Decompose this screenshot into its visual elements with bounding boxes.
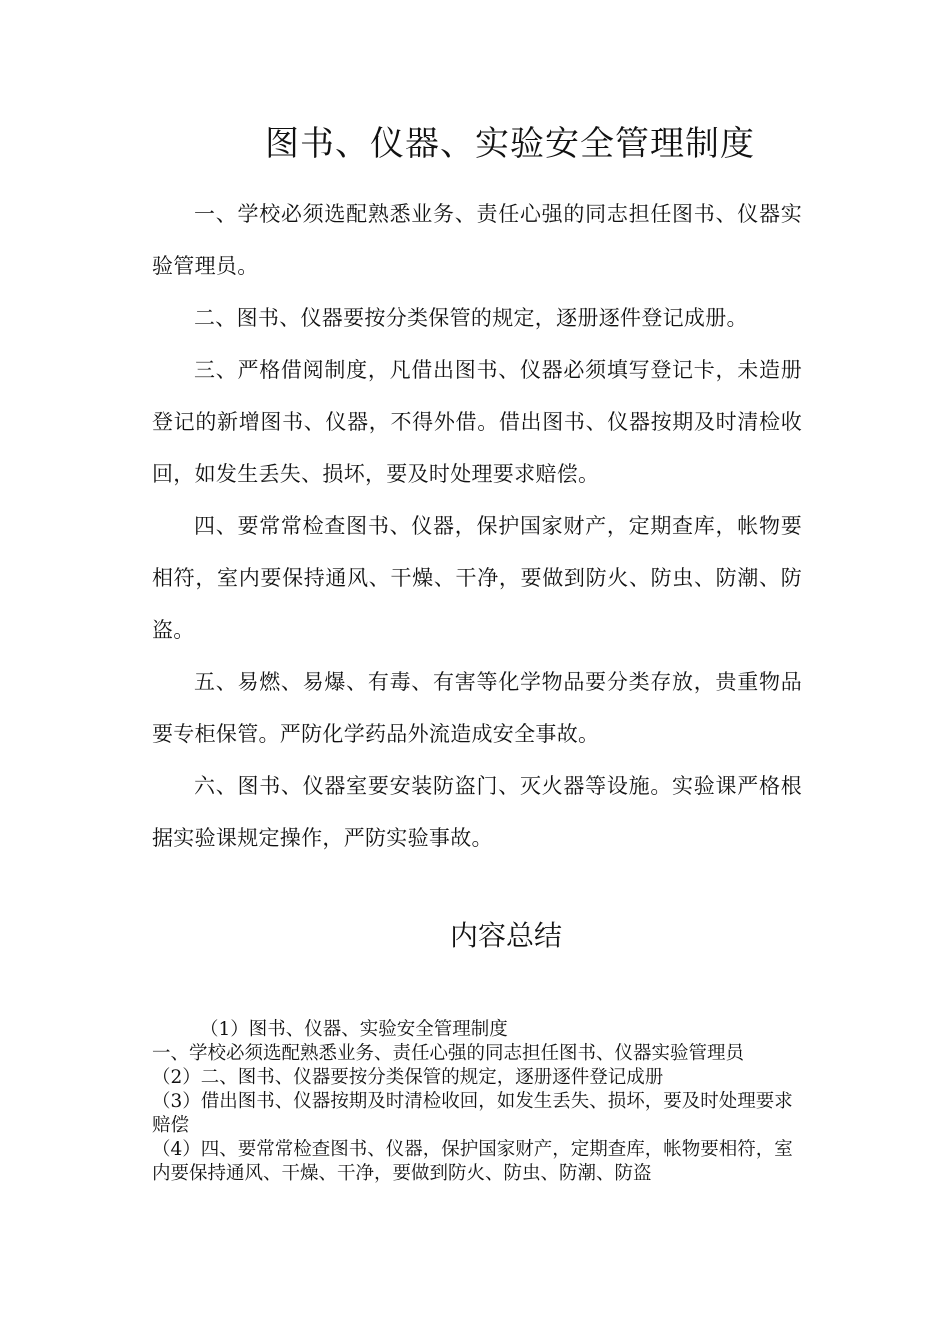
paragraph-1: 一、学校必须选配熟悉业务、责任心强的同志担任图书、仪器实验管理员。 [152,202,802,278]
paragraph-5: 五、易燃、易爆、有毒、有害等化学物品要分类存放，贵重物品要专柜保管。严防化学药品外流造成安全事故。 [152,670,802,746]
summary-section [152,1018,800,1186]
summary-item-1: （1）图书、仪器、实验安全管理制度 [200,1019,508,1040]
document-title: 图书、仪器、实验安全管理制度 [265,124,755,164]
paragraph-2: 二、图书、仪器要按分类保管的规定，逐册逐件登记成册。 [194,306,748,330]
document-body [152,188,802,864]
summary-item-5: （4）四、要常常检查图书、仪器，保护国家财产，定期查库，帐物要相符，室内要保持通风、干燥、干净，要做到防火、防虫、防潮、防盗 [152,1139,793,1184]
paragraph-3: 三、严格借阅制度，凡借出图书、仪器必须填写登记卡，未造册登记的新增图书、仪器，不得外借。借出图书、仪器按期及时清检收回，如发生丢失、损坏，要及时处理要求赔偿。 [152,358,802,486]
summary-item-2: 一、学校必须选配熟悉业务、责任心强的同志担任图书、仪器实验管理员 [152,1043,745,1064]
paragraph-6: 六、图书、仪器室要安装防盗门、灭火器等设施。实验课严格根据实验课规定操作，严防实验事故。 [152,774,802,850]
paragraph-4: 四、要常常检查图书、仪器，保护国家财产，定期查库，帐物要相符，室内要保持通风、干燥、干净，要做到防火、防虫、防潮、防盗。 [152,514,802,642]
summary-title: 内容总结 [449,919,562,952]
summary-item-4: （3）借出图书、仪器按期及时清检收回，如发生丢失、损坏，要及时处理要求赔偿 [152,1091,793,1136]
summary-item-3: （2）二、图书、仪器要按分类保管的规定，逐册逐件登记成册 [152,1067,664,1088]
